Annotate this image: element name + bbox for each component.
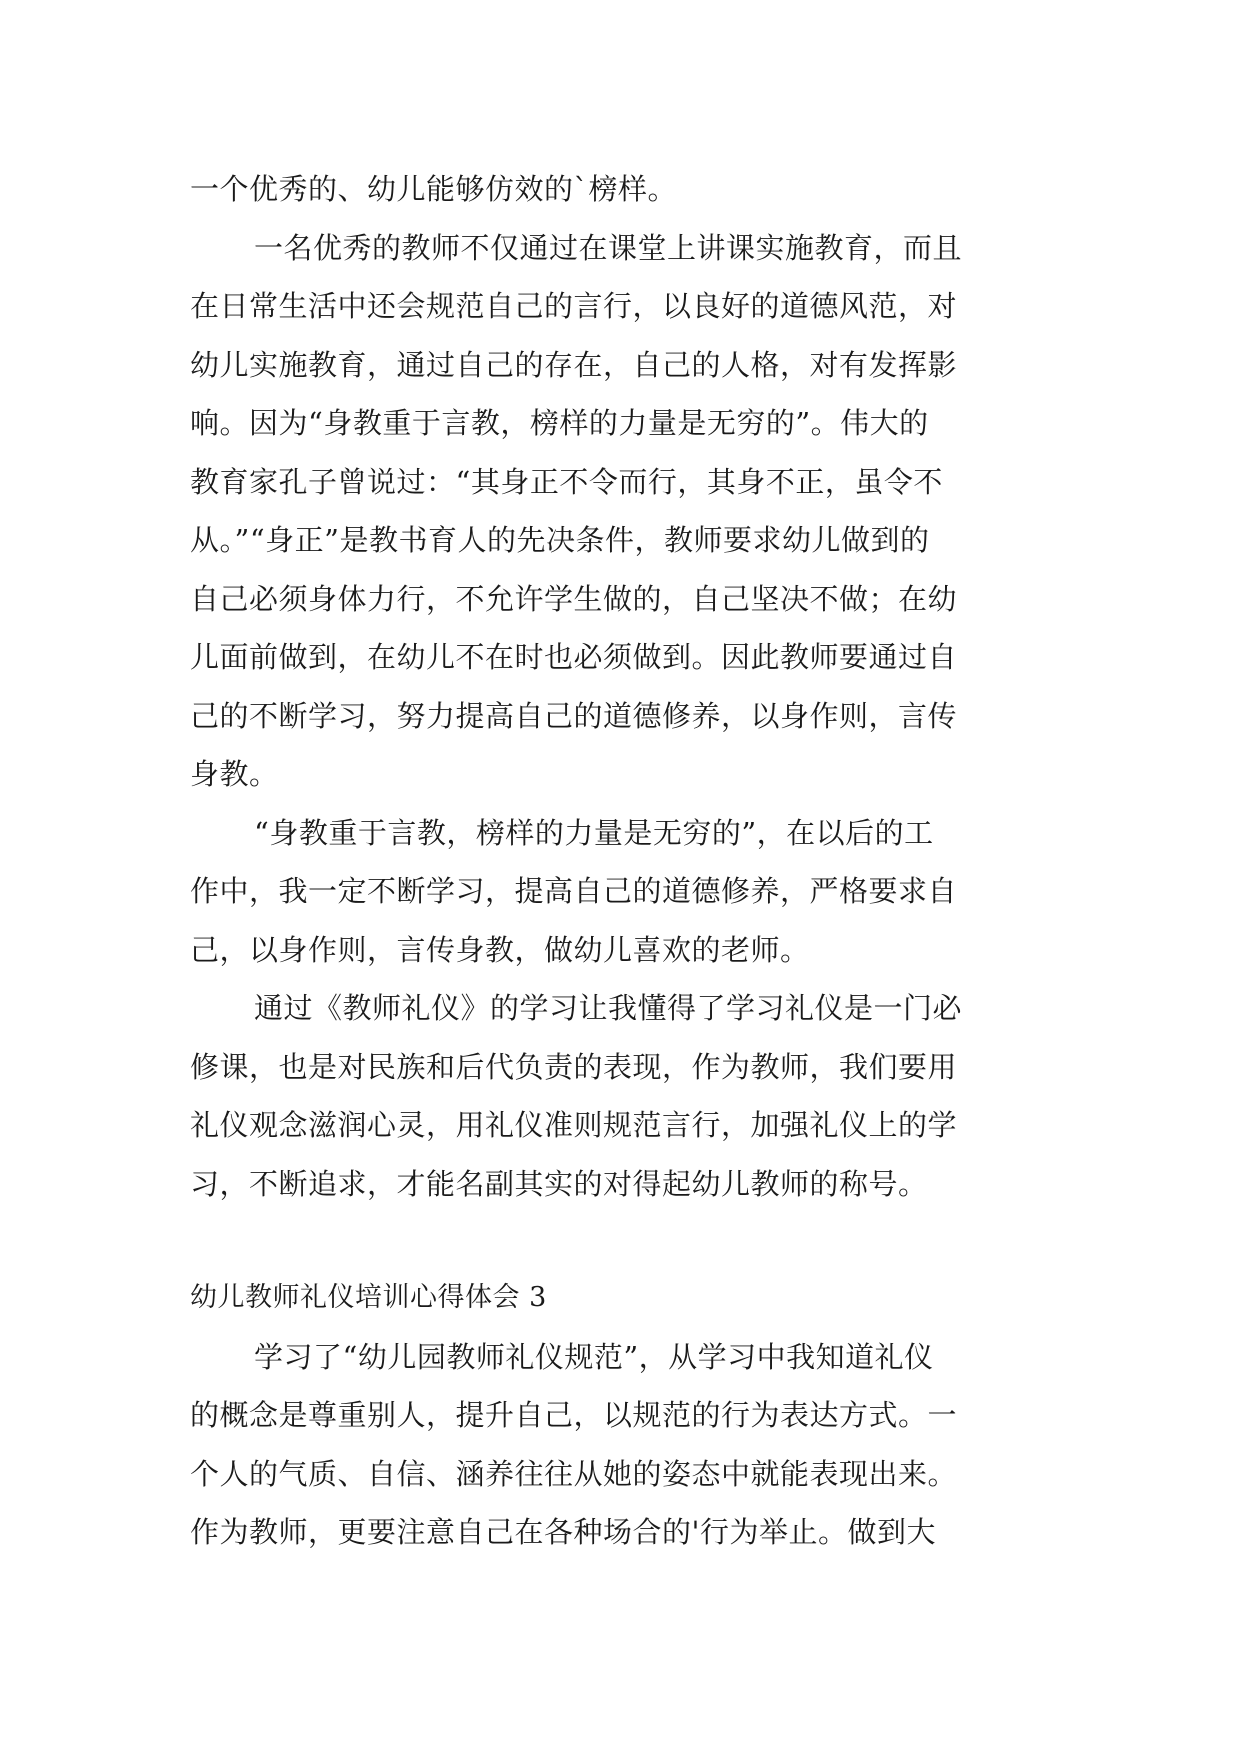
paragraph-line: 作为教师，更要注意自己在各种场合的'行为举止。做到大 [190, 1515, 936, 1549]
paragraph-line: 教育家孔子曾说过：“其身正不令而行，其身不正，虽令不 [190, 464, 943, 499]
paragraph-line: 响。因为“身教重于言教，榜样的力量是无穷的”。伟大的 [190, 406, 929, 440]
paragraph-line: 己的不断学习，努力提高自己的道德修养，以身作则，言传 [190, 698, 958, 733]
document-body [190, 160, 1070, 1562]
paragraph-line: 自己必须身体力行，不允许学生做的，自己坚决不做；在幼 [190, 581, 958, 616]
paragraph-line: 学习了“幼儿园教师礼仪规范”，从学习中我知道礼仪 [254, 1339, 934, 1374]
paragraph-line: “身教重于言教，榜样的力量是无穷的”，在以后的工 [254, 815, 934, 850]
paragraph-line: 儿面前做到，在幼儿不在时也必须做到。因此教师要通过自 [190, 640, 958, 674]
paragraph-line: 从。”“身正”是教书育人的先决条件，教师要求幼儿做到的 [190, 523, 930, 557]
paragraph-line: 幼儿实施教育，通过自己的存在，自己的人格，对有发挥影 [190, 347, 958, 382]
section-spacer [190, 1213, 1070, 1269]
paragraph-line: 一个优秀的、幼儿能够仿效的`榜样。 [190, 172, 678, 206]
paragraph-line: 的概念是尊重别人，提升自己，以规范的行为表达方式。一 [190, 1398, 958, 1432]
paragraph-line: 己，以身作则，言传身教，做幼儿喜欢的老师。 [190, 932, 810, 967]
paragraph-line: 习，不断追求，才能名副其实的对得起幼儿教师的称号。 [190, 1166, 928, 1201]
section-heading: 幼儿教师礼仪培训心得体会 3 [190, 1282, 547, 1313]
paragraph-line: 身教。 [190, 757, 279, 791]
paragraph-line: 一名优秀的教师不仅通过在课堂上讲课实施教育，而且 [254, 230, 963, 265]
paragraph-line: 修课，也是对民族和后代负责的表现，作为教师，我们要用 [190, 1049, 958, 1084]
paragraph-line: 礼仪观念滋润心灵，用礼仪准则规范言行，加强礼仪上的学 [190, 1108, 958, 1142]
paragraph-line: 作中，我一定不断学习，提高自己的道德修养，严格要求自 [190, 874, 958, 908]
paragraph-line: 个人的气质、自信、涵养往往从她的姿态中就能表现出来。 [190, 1456, 958, 1491]
paragraph-line: 在日常生活中还会规范自己的言行，以良好的道德风范，对 [190, 289, 958, 323]
paragraph-line: 通过《教师礼仪》的学习让我懂得了学习礼仪是一门必 [254, 991, 963, 1025]
